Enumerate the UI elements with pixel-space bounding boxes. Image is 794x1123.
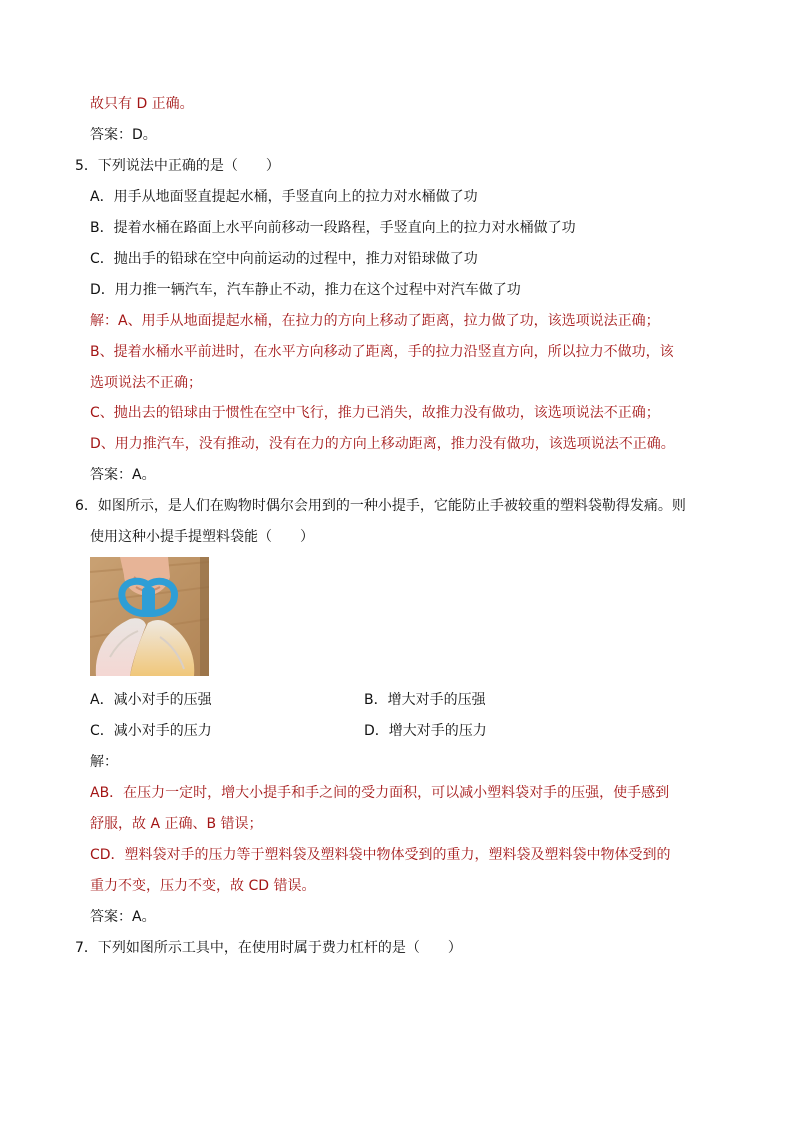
q6-option-b: B．增大对手的压强 (364, 692, 486, 708)
q5-solution-line: 解：A、用手从地面提起水桶，在拉力的方向上移动了距离，拉力做了功，该选项说法正确； (90, 313, 660, 329)
q5-solution-line: C、抛出去的铅球由于惯性在空中飞行，推力已消失，故推力没有做功，该选项说法不正确； (90, 405, 660, 421)
prev-answer: 答案：D。 (90, 127, 157, 143)
q5-option-c: C．抛出手的铅球在空中向前运动的过程中，推力对铅球做了功 (90, 251, 478, 267)
q6-solution-line: AB．在压力一定时，增大小提手和手之间的受力面积，可以减小塑料袋对手的压强，使手感到 (90, 785, 670, 801)
q6-option-c: C．减小对手的压力 (90, 723, 212, 739)
q5-option-a: A．用手从地面竖直提起水桶，手竖直向上的拉力对水桶做了功 (90, 189, 478, 205)
q6-option-d: D．增大对手的压力 (364, 723, 487, 739)
q6-solution-line: 舒服，故 A 正确、B 错误； (90, 816, 263, 832)
q5-solution-line: 选项说法不正确； (90, 375, 202, 391)
q6-solution-line: 重力不变，压力不变，故 CD 错误。 (90, 878, 316, 894)
q5-stem: 5．下列说法中正确的是（ ） (75, 158, 280, 174)
q6-option-a: A．减小对手的压强 (90, 692, 212, 708)
q7-stem: 7．下列如图所示工具中，在使用时属于费力杠杆的是（ ） (75, 940, 462, 956)
q6-solution-label: 解： (90, 754, 118, 770)
q5-option-b: B．提着水桶在路面上水平向前移动一段路程，手竖直向上的拉力对水桶做了功 (90, 220, 576, 236)
q5-solution-line: B、提着水桶水平前进时，在水平方向移动了距离，手的拉力沿竖直方向，所以拉力不做功，该 (90, 344, 674, 360)
q5-option-d: D．用力推一辆汽车，汽车静止不动，推力在这个过程中对汽车做了功 (90, 282, 521, 298)
q6-answer: 答案：A。 (90, 909, 156, 925)
q6-stem-line2: 使用这种小提手提塑料袋能（ ） (90, 529, 314, 545)
q6-stem-line1: 6．如图所示，是人们在购物时偶尔会用到的一种小提手，它能防止手被较重的塑料袋勒得发痛。则 (75, 498, 686, 514)
q5-answer: 答案：A。 (90, 467, 156, 483)
bag-handle-photo (90, 557, 209, 676)
q5-solution-line: D、用力推汽车，没有推动，没有在力的方向上移动距离，推力没有做功，该选项说法不正确。 (90, 436, 675, 452)
q6-solution-line: CD．塑料袋对手的压力等于塑料袋及塑料袋中物体受到的重力，塑料袋及塑料袋中物体受到的 (90, 847, 671, 863)
prev-conclusion: 故只有 D 正确。 (90, 96, 194, 112)
